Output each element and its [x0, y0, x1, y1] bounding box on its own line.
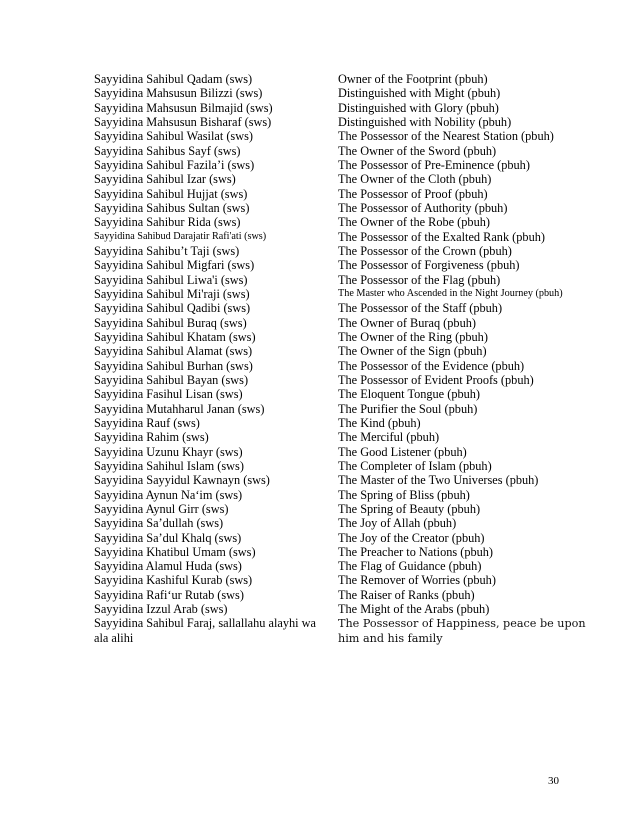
name-entry: Sayyidina Sahibu’t Taji (sws) [94, 243, 240, 258]
meaning-entry: Distinguished with Glory (pbuh) [338, 100, 499, 115]
name-entry: Sayyidina Aynul Girr (sws) [94, 501, 229, 516]
meaning-entry: The Spring of Bliss (pbuh) [338, 487, 470, 502]
meaning-entry: The Good Listener (pbuh) [338, 444, 467, 459]
meaning-entry: The Eloquent Tongue (pbuh) [338, 387, 481, 402]
name-entry: Sayyidina Uzunu Khayr (sws) [94, 444, 243, 459]
meaning-entry: The Raiser of Ranks (pbuh) [338, 587, 475, 602]
meaning-entry: The Owner of the Cloth (pbuh) [338, 172, 492, 187]
meaning-entry: The Joy of Allah (pbuh) [338, 516, 457, 531]
name-entry: Sayyidina Izzul Arab (sws) [94, 602, 228, 617]
meaning-entry: The Master who Ascended in the Night Journey (pbuh) [338, 287, 563, 299]
meaning-entry: The Owner of Buraq (pbuh) [338, 315, 476, 330]
meaning-entry: The Owner of the Sword (pbuh) [338, 143, 497, 158]
meaning-entry: The Possessor of Authority (pbuh) [338, 200, 508, 215]
meaning-entry: The Possessor of the Crown (pbuh) [338, 243, 512, 258]
name-entry: Sayyidina Rauf (sws) [94, 415, 200, 430]
name-entry: Sayyidina Sahibul Qadam (sws) [94, 72, 253, 86]
name-entry: Sayyidina Sa’dul Khalq (sws) [94, 530, 242, 545]
arabic-names-column [94, 72, 330, 645]
name-entry: Sayyidina Sahibus Sultan (sws) [94, 200, 250, 215]
name-entry: Sayyidina Sahibul Bayan (sws) [94, 372, 249, 387]
meaning-entry: The Owner of the Robe (pbuh) [338, 215, 490, 230]
name-entry: Sayyidina Mutahharul Janan (sws) [94, 401, 265, 416]
name-entry: Sayyidina Kashiful Kurab (sws) [94, 573, 253, 588]
meaning-entry: The Purifier the Soul (pbuh) [338, 401, 478, 416]
meaning-entry: The Possessor of the Exalted Rank (pbuh) [338, 229, 545, 244]
meaning-entry: The Possessor of the Evidence (pbuh) [338, 358, 525, 373]
meaning-entry: The Possessor of Evident Proofs (pbuh) [338, 372, 534, 387]
meaning-entry: The Might of the Arabs (pbuh) [338, 602, 490, 617]
name-entry: Sayyidina Aynun Na‘im (sws) [94, 487, 243, 502]
name-entry: Sayyidina Sahibul Mi'raji (sws) [94, 286, 250, 301]
name-entry: Sayyidina Sahibul Buraq (sws) [94, 315, 247, 330]
meaning-entry: The Kind (pbuh) [338, 415, 421, 430]
meaning-entry: The Possessor of Pre-Eminence (pbuh) [338, 157, 530, 172]
meaning-entry: The Joy of the Creator (pbuh) [338, 530, 485, 545]
name-entry: Sayyidina Rafi‘ur Rutab (sws) [94, 587, 244, 602]
meaning-entry: The Possessor of Proof (pbuh) [338, 186, 488, 201]
name-entry: Sayyidina Sahibur Rida (sws) [94, 215, 241, 230]
english-meanings-column [338, 72, 588, 646]
name-entry: Sayyidina Sahibul Liwa'i (sws) [94, 272, 248, 287]
meaning-entry: Distinguished with Might (pbuh) [338, 86, 501, 101]
meaning-entry: The Possessor of the Staff (pbuh) [338, 301, 503, 316]
meaning-entry: The Owner of the Ring (pbuh) [338, 329, 488, 344]
name-entry: Sayyidina Mahsusun Bisharaf (sws) [94, 114, 272, 129]
meaning-entry: The Merciful (pbuh) [338, 430, 440, 445]
name-entry: Sayyidina Sahibul Izar (sws) [94, 172, 236, 187]
name-entry: Sayyidina Khatibul Umam (sws) [94, 544, 256, 559]
name-entry: Sayyidina Mahsusun Bilmajid (sws) [94, 100, 273, 115]
meaning-entry: The Possessor of the Nearest Station (pbuh) [338, 129, 554, 144]
meaning-entry: The Remover of Worries (pbuh) [338, 573, 496, 588]
name-entry: Sayyidina Alamul Huda (sws) [94, 559, 242, 574]
name-entry: Sayyidina Sahibul Alamat (sws) [94, 344, 253, 359]
meaning-entry: Distinguished with Nobility (pbuh) [338, 114, 512, 129]
meaning-entry: The Flag of Guidance (pbuh) [338, 559, 482, 574]
name-entry: Sayyidina Fasihul Lisan (sws) [94, 387, 243, 402]
meaning-entry: The Master of the Two Universes (pbuh) [338, 473, 539, 488]
name-entry: Sayyidina Sahibul Faraj, sallallahu alayhi wa ala alihi [94, 616, 316, 645]
meaning-entry: The Completer of Islam (pbuh) [338, 458, 492, 473]
meaning-entry: The Possessor of Forgiveness (pbuh) [338, 258, 520, 273]
name-entry: Sayyidina Sa’dullah (sws) [94, 516, 224, 531]
page-number: 30 [548, 775, 559, 787]
name-entry: Sayyidina Sahibud Darajatir Rafi'ati (sws) [94, 230, 267, 242]
meaning-entry: The Owner of the Sign (pbuh) [338, 344, 487, 359]
name-entry: Sayyidina Sahibus Sayf (sws) [94, 143, 241, 158]
meaning-entry: The Spring of Beauty (pbuh) [338, 501, 481, 516]
name-entry: Sayyidina Sahibul Khatam (sws) [94, 329, 256, 344]
meaning-entry: The Possessor of Happiness, peace be upon him and his family [338, 617, 586, 646]
name-entry: Sayyidina Mahsusun Bilizzi (sws) [94, 86, 263, 101]
name-entry: Sayyidina Rahim (sws) [94, 430, 209, 445]
name-entry: Sayyidina Sahibul Qadibi (sws) [94, 301, 251, 316]
name-entry: Sayyidina Sahibul Wasilat (sws) [94, 129, 253, 144]
meaning-entry: Owner of the Footprint (pbuh) [338, 72, 488, 86]
name-entry: Sayyidina Sahibul Fazila’i (sws) [94, 157, 255, 172]
name-entry: Sayyidina Sahibul Hujjat (sws) [94, 186, 248, 201]
name-entry: Sayyidina Sahibul Migfari (sws) [94, 258, 255, 273]
name-entry: Sayyidina Sayyidul Kawnayn (sws) [94, 473, 270, 488]
meaning-entry: The Possessor of the Flag (pbuh) [338, 272, 501, 287]
name-entry: Sayyidina Sahibul Burhan (sws) [94, 358, 253, 373]
meaning-entry: The Preacher to Nations (pbuh) [338, 544, 494, 559]
name-entry: Sayyidina Sahihul Islam (sws) [94, 458, 244, 473]
